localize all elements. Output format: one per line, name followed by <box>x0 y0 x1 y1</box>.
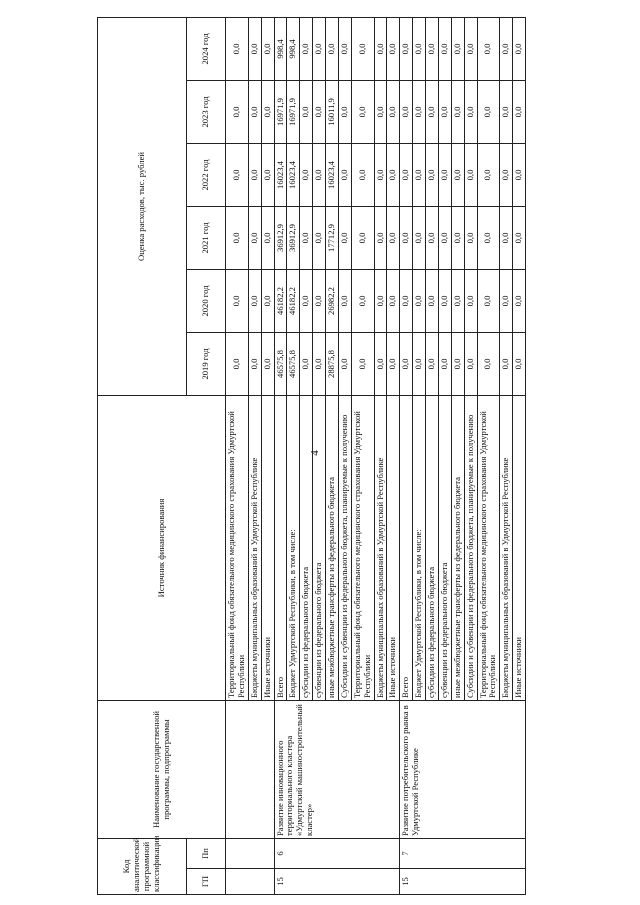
amount-cell: 0,0 <box>387 143 400 206</box>
amount-cell: 0,0 <box>500 143 513 206</box>
amount-cell: 0,0 <box>500 80 513 143</box>
amount-cell: 28875,8 <box>326 332 339 395</box>
amount-cell: 0,0 <box>513 143 526 206</box>
amount-cell: 0,0 <box>426 80 439 143</box>
funding-source-cell: субвенции из федерального бюджета <box>313 395 326 700</box>
amount-cell: 0,0 <box>351 143 374 206</box>
amount-cell: 0,0 <box>413 332 426 395</box>
amount-cell: 0,0 <box>351 17 374 80</box>
amount-cell: 0,0 <box>248 269 261 332</box>
amount-cell: 0,0 <box>300 269 313 332</box>
funding-source-cell: субвенции из федерального бюджета <box>438 395 451 700</box>
amount-cell: 0,0 <box>387 80 400 143</box>
funding-source-cell: Бюджеты муниципальных образований в Удмуртской Республике <box>248 395 261 700</box>
amount-cell: 0,0 <box>513 269 526 332</box>
funding-source-cell: Бюджет Удмуртской Республики, в том числе: <box>287 395 300 700</box>
amount-cell: 0,0 <box>464 17 477 80</box>
amount-cell: 0,0 <box>400 17 413 80</box>
amount-cell: 0,0 <box>500 332 513 395</box>
funding-source-cell: иные межбюджетные трансферты из федерального бюджета <box>326 395 339 700</box>
funding-source-cell: субсидии из федерального бюджета <box>426 395 439 700</box>
amount-cell: 0,0 <box>261 80 274 143</box>
amount-cell: 0,0 <box>513 80 526 143</box>
amount-cell: 0,0 <box>226 206 249 269</box>
source-header: Источник финансирования <box>98 395 226 700</box>
amount-cell: 16971,9 <box>287 80 300 143</box>
amount-cell: 0,0 <box>513 17 526 80</box>
amount-cell: 0,0 <box>351 206 374 269</box>
funding-source-cell: Всего <box>274 395 287 700</box>
amount-cell: 0,0 <box>426 269 439 332</box>
amount-cell: 0,0 <box>374 269 387 332</box>
amount-cell: 0,0 <box>313 17 326 80</box>
amount-cell: 0,0 <box>400 206 413 269</box>
amount-cell: 0,0 <box>300 17 313 80</box>
amount-cell: 46575,8 <box>274 332 287 395</box>
amount-cell: 0,0 <box>351 269 374 332</box>
amount-cell: 0,0 <box>338 17 351 80</box>
amount-cell: 0,0 <box>226 17 249 80</box>
pp-header: Пп <box>187 838 226 868</box>
code-group-header: Код аналитической программной классификации <box>98 838 187 894</box>
amount-cell: 0,0 <box>300 80 313 143</box>
financing-table-container <box>97 18 620 895</box>
amount-cell: 0,0 <box>464 332 477 395</box>
amount-cell: 0,0 <box>226 332 249 395</box>
amount-cell: 0,0 <box>374 80 387 143</box>
amount-cell: 16023,4 <box>287 143 300 206</box>
amount-cell: 0,0 <box>413 143 426 206</box>
funding-source-cell: Иные источники <box>261 395 274 700</box>
amount-cell: 0,0 <box>451 143 464 206</box>
amount-cell: 0,0 <box>248 206 261 269</box>
pp-code-cell: 7 <box>400 838 526 868</box>
amount-cell: 0,0 <box>248 17 261 80</box>
amount-cell: 0,0 <box>261 206 274 269</box>
amount-cell: 0,0 <box>438 17 451 80</box>
amount-cell: 0,0 <box>248 332 261 395</box>
amount-cell: 0,0 <box>438 206 451 269</box>
amount-cell: 0,0 <box>313 206 326 269</box>
amount-cell: 0,0 <box>426 143 439 206</box>
amount-cell: 0,0 <box>313 80 326 143</box>
funding-source-cell: Иные источники <box>513 395 526 700</box>
year-header: 2023 год <box>187 80 226 143</box>
amount-cell: 0,0 <box>500 17 513 80</box>
amount-cell: 0,0 <box>400 80 413 143</box>
page-number: 4 <box>308 450 321 456</box>
amount-cell: 0,0 <box>451 206 464 269</box>
amount-cell: 0,0 <box>248 80 261 143</box>
amount-cell: 0,0 <box>400 269 413 332</box>
amount-cell: 46182,2 <box>274 269 287 332</box>
amount-cell: 998,4 <box>287 17 300 80</box>
financing-table <box>97 17 526 895</box>
amount-cell: 0,0 <box>226 269 249 332</box>
amount-cell: 0,0 <box>261 269 274 332</box>
amount-cell: 0,0 <box>326 17 339 80</box>
amount-cell: 0,0 <box>338 143 351 206</box>
funding-source-cell: иные межбюджетные трансферты из федерального бюджета <box>451 395 464 700</box>
amount-cell: 0,0 <box>300 143 313 206</box>
amount-cell: 0,0 <box>464 80 477 143</box>
amount-cell: 0,0 <box>387 269 400 332</box>
amount-cell: 0,0 <box>400 143 413 206</box>
amount-cell: 0,0 <box>464 143 477 206</box>
amount-cell: 0,0 <box>226 143 249 206</box>
amount-cell: 46575,8 <box>287 332 300 395</box>
amount-cell: 0,0 <box>313 332 326 395</box>
amount-cell: 0,0 <box>413 17 426 80</box>
amount-cell: 26982,2 <box>326 269 339 332</box>
amount-cell: 16971,9 <box>274 80 287 143</box>
amount-cell: 0,0 <box>513 332 526 395</box>
amount-cell: 0,0 <box>387 17 400 80</box>
funding-source-cell: Бюджет Удмуртской Республики, в том числе: <box>413 395 426 700</box>
amount-cell: 16011,9 <box>326 80 339 143</box>
table-row <box>274 17 287 894</box>
amount-cell: 0,0 <box>261 17 274 80</box>
year-header: 2022 год <box>187 143 226 206</box>
amount-cell: 0,0 <box>338 332 351 395</box>
program-name-cell: Развитие потребительского рынка в Удмуртской Республике <box>400 700 526 838</box>
amount-cell: 0,0 <box>374 206 387 269</box>
amount-cell: 0,0 <box>451 17 464 80</box>
amount-cell: 0,0 <box>248 143 261 206</box>
amount-cell: 0,0 <box>313 269 326 332</box>
amount-cell: 16023,4 <box>326 143 339 206</box>
amount-cell: 0,0 <box>477 332 500 395</box>
table-row <box>400 17 413 894</box>
amount-cell: 0,0 <box>500 206 513 269</box>
table-body <box>226 17 526 894</box>
amount-cell: 17712,9 <box>326 206 339 269</box>
amount-cell: 0,0 <box>413 80 426 143</box>
amount-cell: 0,0 <box>313 143 326 206</box>
amount-cell: 0,0 <box>464 269 477 332</box>
amount-cell: 0,0 <box>351 332 374 395</box>
amount-cell: 0,0 <box>451 80 464 143</box>
amount-cell: 0,0 <box>438 143 451 206</box>
amount-cell: 0,0 <box>374 332 387 395</box>
funding-source-cell: Всего <box>400 395 413 700</box>
amount-cell: 0,0 <box>413 206 426 269</box>
funding-source-cell: Территориальный фонд обязательного медицинского страхования Удмуртской Республики <box>226 395 249 700</box>
amount-cell: 0,0 <box>426 332 439 395</box>
year-header: 2024 год <box>187 17 226 80</box>
funding-source-cell: Субсидии и субвенции из федерального бюджета, планируемые к получению <box>338 395 351 700</box>
amount-cell: 0,0 <box>500 269 513 332</box>
program-name-cell: Развитие инновационного территориального кластера «Удмуртский машиностроительный кластер» <box>274 700 400 838</box>
year-header: 2020 год <box>187 269 226 332</box>
amount-cell: 0,0 <box>413 269 426 332</box>
funding-source-cell: Субсидии и субвенции из федерального бюджета, планируемые к получению <box>464 395 477 700</box>
amount-cell: 0,0 <box>438 269 451 332</box>
funding-source-cell: Территориальный фонд обязательного медицинского страхования Удмуртской Республики <box>477 395 500 700</box>
amount-cell: 0,0 <box>338 269 351 332</box>
amount-cell: 0,0 <box>261 143 274 206</box>
gp-code-cell <box>226 869 275 895</box>
amount-cell: 0,0 <box>261 332 274 395</box>
estimate-header: Оценка расходов, тыс. рублей <box>98 17 187 395</box>
amount-cell: 0,0 <box>464 206 477 269</box>
amount-cell: 0,0 <box>338 206 351 269</box>
amount-cell: 0,0 <box>426 17 439 80</box>
funding-source-cell: Территориальный фонд обязательного медицинского страхования Удмуртской Республики <box>351 395 374 700</box>
amount-cell: 0,0 <box>374 143 387 206</box>
amount-cell: 0,0 <box>477 269 500 332</box>
pp-code-cell: 6 <box>274 838 400 868</box>
amount-cell: 0,0 <box>451 332 464 395</box>
pp-code-cell <box>226 838 275 868</box>
amount-cell: 0,0 <box>477 206 500 269</box>
amount-cell: 0,0 <box>387 332 400 395</box>
amount-cell: 0,0 <box>477 17 500 80</box>
year-header: 2021 год <box>187 206 226 269</box>
amount-cell: 36912,9 <box>274 206 287 269</box>
gp-code-cell: 15 <box>274 869 400 895</box>
funding-source-cell: Бюджеты муниципальных образований в Удмуртской Республике <box>500 395 513 700</box>
gp-header: ГП <box>187 869 226 895</box>
gp-code-cell: 15 <box>400 869 526 895</box>
amount-cell: 0,0 <box>477 143 500 206</box>
table-row <box>226 17 249 894</box>
amount-cell: 0,0 <box>387 206 400 269</box>
amount-cell: 0,0 <box>400 332 413 395</box>
amount-cell: 0,0 <box>513 206 526 269</box>
funding-source-cell: Иные источники <box>387 395 400 700</box>
amount-cell: 0,0 <box>226 80 249 143</box>
amount-cell: 0,0 <box>374 17 387 80</box>
name-header: Наименование государственной программы, подпрограммы <box>98 700 226 838</box>
amount-cell: 46182,2 <box>287 269 300 332</box>
amount-cell: 0,0 <box>300 332 313 395</box>
program-name-cell <box>226 700 275 838</box>
funding-source-cell: субсидии из федерального бюджета <box>300 395 313 700</box>
amount-cell: 0,0 <box>300 206 313 269</box>
amount-cell: 0,0 <box>426 206 439 269</box>
amount-cell: 0,0 <box>351 80 374 143</box>
amount-cell: 0,0 <box>477 80 500 143</box>
amount-cell: 0,0 <box>338 80 351 143</box>
amount-cell: 0,0 <box>438 80 451 143</box>
amount-cell: 0,0 <box>451 269 464 332</box>
amount-cell: 0,0 <box>438 332 451 395</box>
year-header: 2019 год <box>187 332 226 395</box>
funding-source-cell: Бюджеты муниципальных образований в Удмуртской Республике <box>374 395 387 700</box>
amount-cell: 998,4 <box>274 17 287 80</box>
amount-cell: 16023,4 <box>274 143 287 206</box>
amount-cell: 36912,9 <box>287 206 300 269</box>
